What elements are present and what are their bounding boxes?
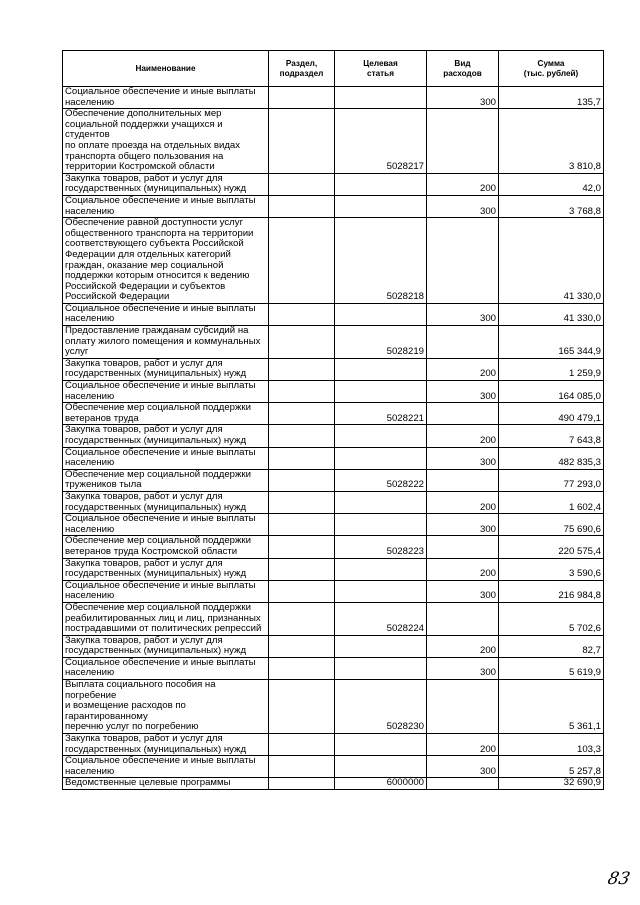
cell-sum: 3 768,8 bbox=[499, 195, 604, 217]
table-row bbox=[63, 381, 604, 403]
cell-target: 5028224 bbox=[335, 602, 427, 635]
cell-sum: 5 702,6 bbox=[499, 602, 604, 635]
table-row bbox=[63, 195, 604, 217]
table-row bbox=[63, 734, 604, 756]
cell-kind bbox=[427, 778, 499, 790]
cell-target bbox=[335, 447, 427, 469]
cell-kind: 200 bbox=[427, 173, 499, 195]
cell-name: Обеспечение дополнительных мер социальной поддержки учащихся и студентов по оплате проезда на отдельных видах транспорта общего пользования на территории Костромской области bbox=[63, 109, 269, 174]
header-kind: Вид расходов bbox=[427, 51, 499, 87]
cell-sum: 103,3 bbox=[499, 734, 604, 756]
cell-target: 5028217 bbox=[335, 109, 427, 174]
cell-sum: 41 330,0 bbox=[499, 303, 604, 325]
cell-kind: 300 bbox=[427, 447, 499, 469]
cell-target bbox=[335, 425, 427, 447]
cell-section bbox=[269, 778, 335, 790]
cell-name: Социальное обеспечение и иные выплаты населению bbox=[63, 303, 269, 325]
cell-name: Социальное обеспечение и иные выплаты населению bbox=[63, 447, 269, 469]
cell-kind bbox=[427, 326, 499, 359]
cell-name: Социальное обеспечение и иные выплаты населению bbox=[63, 756, 269, 778]
table-row bbox=[63, 358, 604, 380]
cell-sum: 482 835,3 bbox=[499, 447, 604, 469]
table-row bbox=[63, 303, 604, 325]
cell-target bbox=[335, 635, 427, 657]
table-row bbox=[63, 602, 604, 635]
cell-kind: 300 bbox=[427, 87, 499, 109]
cell-target bbox=[335, 756, 427, 778]
cell-target bbox=[335, 491, 427, 513]
cell-section bbox=[269, 756, 335, 778]
cell-kind: 200 bbox=[427, 358, 499, 380]
cell-target bbox=[335, 514, 427, 536]
cell-sum: 135,7 bbox=[499, 87, 604, 109]
table-row bbox=[63, 580, 604, 602]
cell-section bbox=[269, 536, 335, 558]
table-row bbox=[63, 109, 604, 174]
cell-target: 5028230 bbox=[335, 680, 427, 734]
header-target: Целевая статья bbox=[335, 51, 427, 87]
table-row bbox=[63, 756, 604, 778]
cell-target: 5028221 bbox=[335, 403, 427, 425]
cell-section bbox=[269, 326, 335, 359]
cell-kind: 300 bbox=[427, 657, 499, 679]
cell-sum: 5 619,9 bbox=[499, 657, 604, 679]
cell-kind bbox=[427, 602, 499, 635]
cell-kind bbox=[427, 109, 499, 174]
table-row bbox=[63, 635, 604, 657]
cell-sum: 5 257,8 bbox=[499, 756, 604, 778]
cell-section bbox=[269, 469, 335, 491]
cell-kind: 200 bbox=[427, 734, 499, 756]
cell-section bbox=[269, 358, 335, 380]
table-row bbox=[63, 425, 604, 447]
cell-name: Закупка товаров, работ и услуг для государственных (муниципальных) нужд bbox=[63, 558, 269, 580]
table-row bbox=[63, 326, 604, 359]
cell-target bbox=[335, 734, 427, 756]
cell-name: Закупка товаров, работ и услуг для государственных (муниципальных) нужд bbox=[63, 491, 269, 513]
cell-name: Предоставление гражданам субсидий на оплату жилого помещения и коммунальных услуг bbox=[63, 326, 269, 359]
cell-section bbox=[269, 195, 335, 217]
cell-name: Закупка товаров, работ и услуг для государственных (муниципальных) нужд bbox=[63, 734, 269, 756]
cell-kind bbox=[427, 536, 499, 558]
cell-section bbox=[269, 218, 335, 304]
cell-sum: 82,7 bbox=[499, 635, 604, 657]
cell-section bbox=[269, 657, 335, 679]
cell-kind: 200 bbox=[427, 491, 499, 513]
cell-name: Обеспечение мер социальной поддержки тружеников тыла bbox=[63, 469, 269, 491]
cell-kind: 300 bbox=[427, 195, 499, 217]
cell-name: Выплата социального пособия на погребение и возмещение расходов по гарантированному перечню услуг по погребению bbox=[63, 680, 269, 734]
cell-target: 5028219 bbox=[335, 326, 427, 359]
cell-section bbox=[269, 173, 335, 195]
cell-sum: 490 479,1 bbox=[499, 403, 604, 425]
budget-table bbox=[62, 50, 604, 790]
table-row bbox=[63, 680, 604, 734]
cell-name: Обеспечение мер социальной поддержки ветеранов труда bbox=[63, 403, 269, 425]
cell-name: Ведомственные целевые программы bbox=[63, 778, 269, 790]
cell-name: Обеспечение мер социальной поддержки реабилитированных лиц и лиц, признанных пострадавшими от политических репрессий bbox=[63, 602, 269, 635]
cell-section bbox=[269, 381, 335, 403]
cell-sum: 41 330,0 bbox=[499, 218, 604, 304]
table-row bbox=[63, 491, 604, 513]
table-row bbox=[63, 469, 604, 491]
cell-target bbox=[335, 381, 427, 403]
cell-section bbox=[269, 558, 335, 580]
table-header-row bbox=[63, 51, 604, 87]
table-row bbox=[63, 536, 604, 558]
cell-kind bbox=[427, 680, 499, 734]
page-number: 83 bbox=[605, 869, 632, 889]
table-row bbox=[63, 514, 604, 536]
cell-target bbox=[335, 303, 427, 325]
table-row bbox=[63, 87, 604, 109]
cell-section bbox=[269, 447, 335, 469]
cell-name: Обеспечение равной доступности услуг общественного транспорта на территории соответствующего субъекта Российской Федерации для отдельных категорий граждан, оказание мер социальной поддержки которым относится к ведению Российской Федерации и субъектов Российской Федерации bbox=[63, 218, 269, 304]
header-sum: Сумма (тыс. рублей) bbox=[499, 51, 604, 87]
table-row bbox=[63, 173, 604, 195]
cell-target bbox=[335, 657, 427, 679]
cell-target: 5028218 bbox=[335, 218, 427, 304]
table-row bbox=[63, 657, 604, 679]
cell-kind: 300 bbox=[427, 756, 499, 778]
table-body bbox=[63, 87, 604, 790]
cell-target: 5028222 bbox=[335, 469, 427, 491]
cell-section bbox=[269, 602, 335, 635]
cell-kind bbox=[427, 403, 499, 425]
cell-kind: 200 bbox=[427, 425, 499, 447]
cell-section bbox=[269, 425, 335, 447]
cell-section bbox=[269, 734, 335, 756]
table-row bbox=[63, 403, 604, 425]
cell-section bbox=[269, 680, 335, 734]
cell-kind: 300 bbox=[427, 381, 499, 403]
cell-section bbox=[269, 491, 335, 513]
table-row bbox=[63, 778, 604, 790]
cell-sum: 3 590,6 bbox=[499, 558, 604, 580]
cell-sum: 165 344,9 bbox=[499, 326, 604, 359]
cell-sum: 220 575,4 bbox=[499, 536, 604, 558]
cell-sum: 75 690,6 bbox=[499, 514, 604, 536]
cell-sum: 32 690,9 bbox=[499, 778, 604, 790]
cell-kind: 300 bbox=[427, 514, 499, 536]
cell-target bbox=[335, 358, 427, 380]
cell-sum: 77 293,0 bbox=[499, 469, 604, 491]
cell-kind: 300 bbox=[427, 580, 499, 602]
cell-target bbox=[335, 173, 427, 195]
cell-section bbox=[269, 87, 335, 109]
cell-sum: 164 085,0 bbox=[499, 381, 604, 403]
cell-name: Социальное обеспечение и иные выплаты населению bbox=[63, 580, 269, 602]
cell-section bbox=[269, 109, 335, 174]
header-section: Раздел, подраздел bbox=[269, 51, 335, 87]
cell-sum: 5 361,1 bbox=[499, 680, 604, 734]
cell-name: Социальное обеспечение и иные выплаты населению bbox=[63, 195, 269, 217]
cell-kind bbox=[427, 218, 499, 304]
cell-target bbox=[335, 580, 427, 602]
cell-sum: 42,0 bbox=[499, 173, 604, 195]
cell-target bbox=[335, 558, 427, 580]
cell-sum: 3 810,8 bbox=[499, 109, 604, 174]
cell-sum: 7 643,8 bbox=[499, 425, 604, 447]
cell-name: Обеспечение мер социальной поддержки ветеранов труда Костромской области bbox=[63, 536, 269, 558]
table-row bbox=[63, 447, 604, 469]
cell-target bbox=[335, 87, 427, 109]
cell-sum: 216 984,8 bbox=[499, 580, 604, 602]
cell-name: Социальное обеспечение и иные выплаты населению bbox=[63, 657, 269, 679]
cell-kind: 200 bbox=[427, 635, 499, 657]
cell-name: Закупка товаров, работ и услуг для государственных (муниципальных) нужд bbox=[63, 635, 269, 657]
cell-target: 6000000 bbox=[335, 778, 427, 790]
cell-target bbox=[335, 195, 427, 217]
cell-section bbox=[269, 580, 335, 602]
table-row bbox=[63, 558, 604, 580]
cell-target: 5028223 bbox=[335, 536, 427, 558]
cell-section bbox=[269, 635, 335, 657]
cell-section bbox=[269, 303, 335, 325]
cell-name: Закупка товаров, работ и услуг для государственных (муниципальных) нужд bbox=[63, 425, 269, 447]
cell-name: Социальное обеспечение и иные выплаты населению bbox=[63, 381, 269, 403]
cell-kind bbox=[427, 469, 499, 491]
cell-sum: 1 602,4 bbox=[499, 491, 604, 513]
cell-kind: 200 bbox=[427, 558, 499, 580]
cell-name: Социальное обеспечение и иные выплаты населению bbox=[63, 87, 269, 109]
header-name: Наименование bbox=[63, 51, 269, 87]
cell-name: Закупка товаров, работ и услуг для государственных (муниципальных) нужд bbox=[63, 173, 269, 195]
cell-section bbox=[269, 403, 335, 425]
cell-name: Социальное обеспечение и иные выплаты населению bbox=[63, 514, 269, 536]
cell-sum: 1 259,9 bbox=[499, 358, 604, 380]
table-row bbox=[63, 218, 604, 304]
cell-name: Закупка товаров, работ и услуг для государственных (муниципальных) нужд bbox=[63, 358, 269, 380]
cell-kind: 300 bbox=[427, 303, 499, 325]
cell-section bbox=[269, 514, 335, 536]
